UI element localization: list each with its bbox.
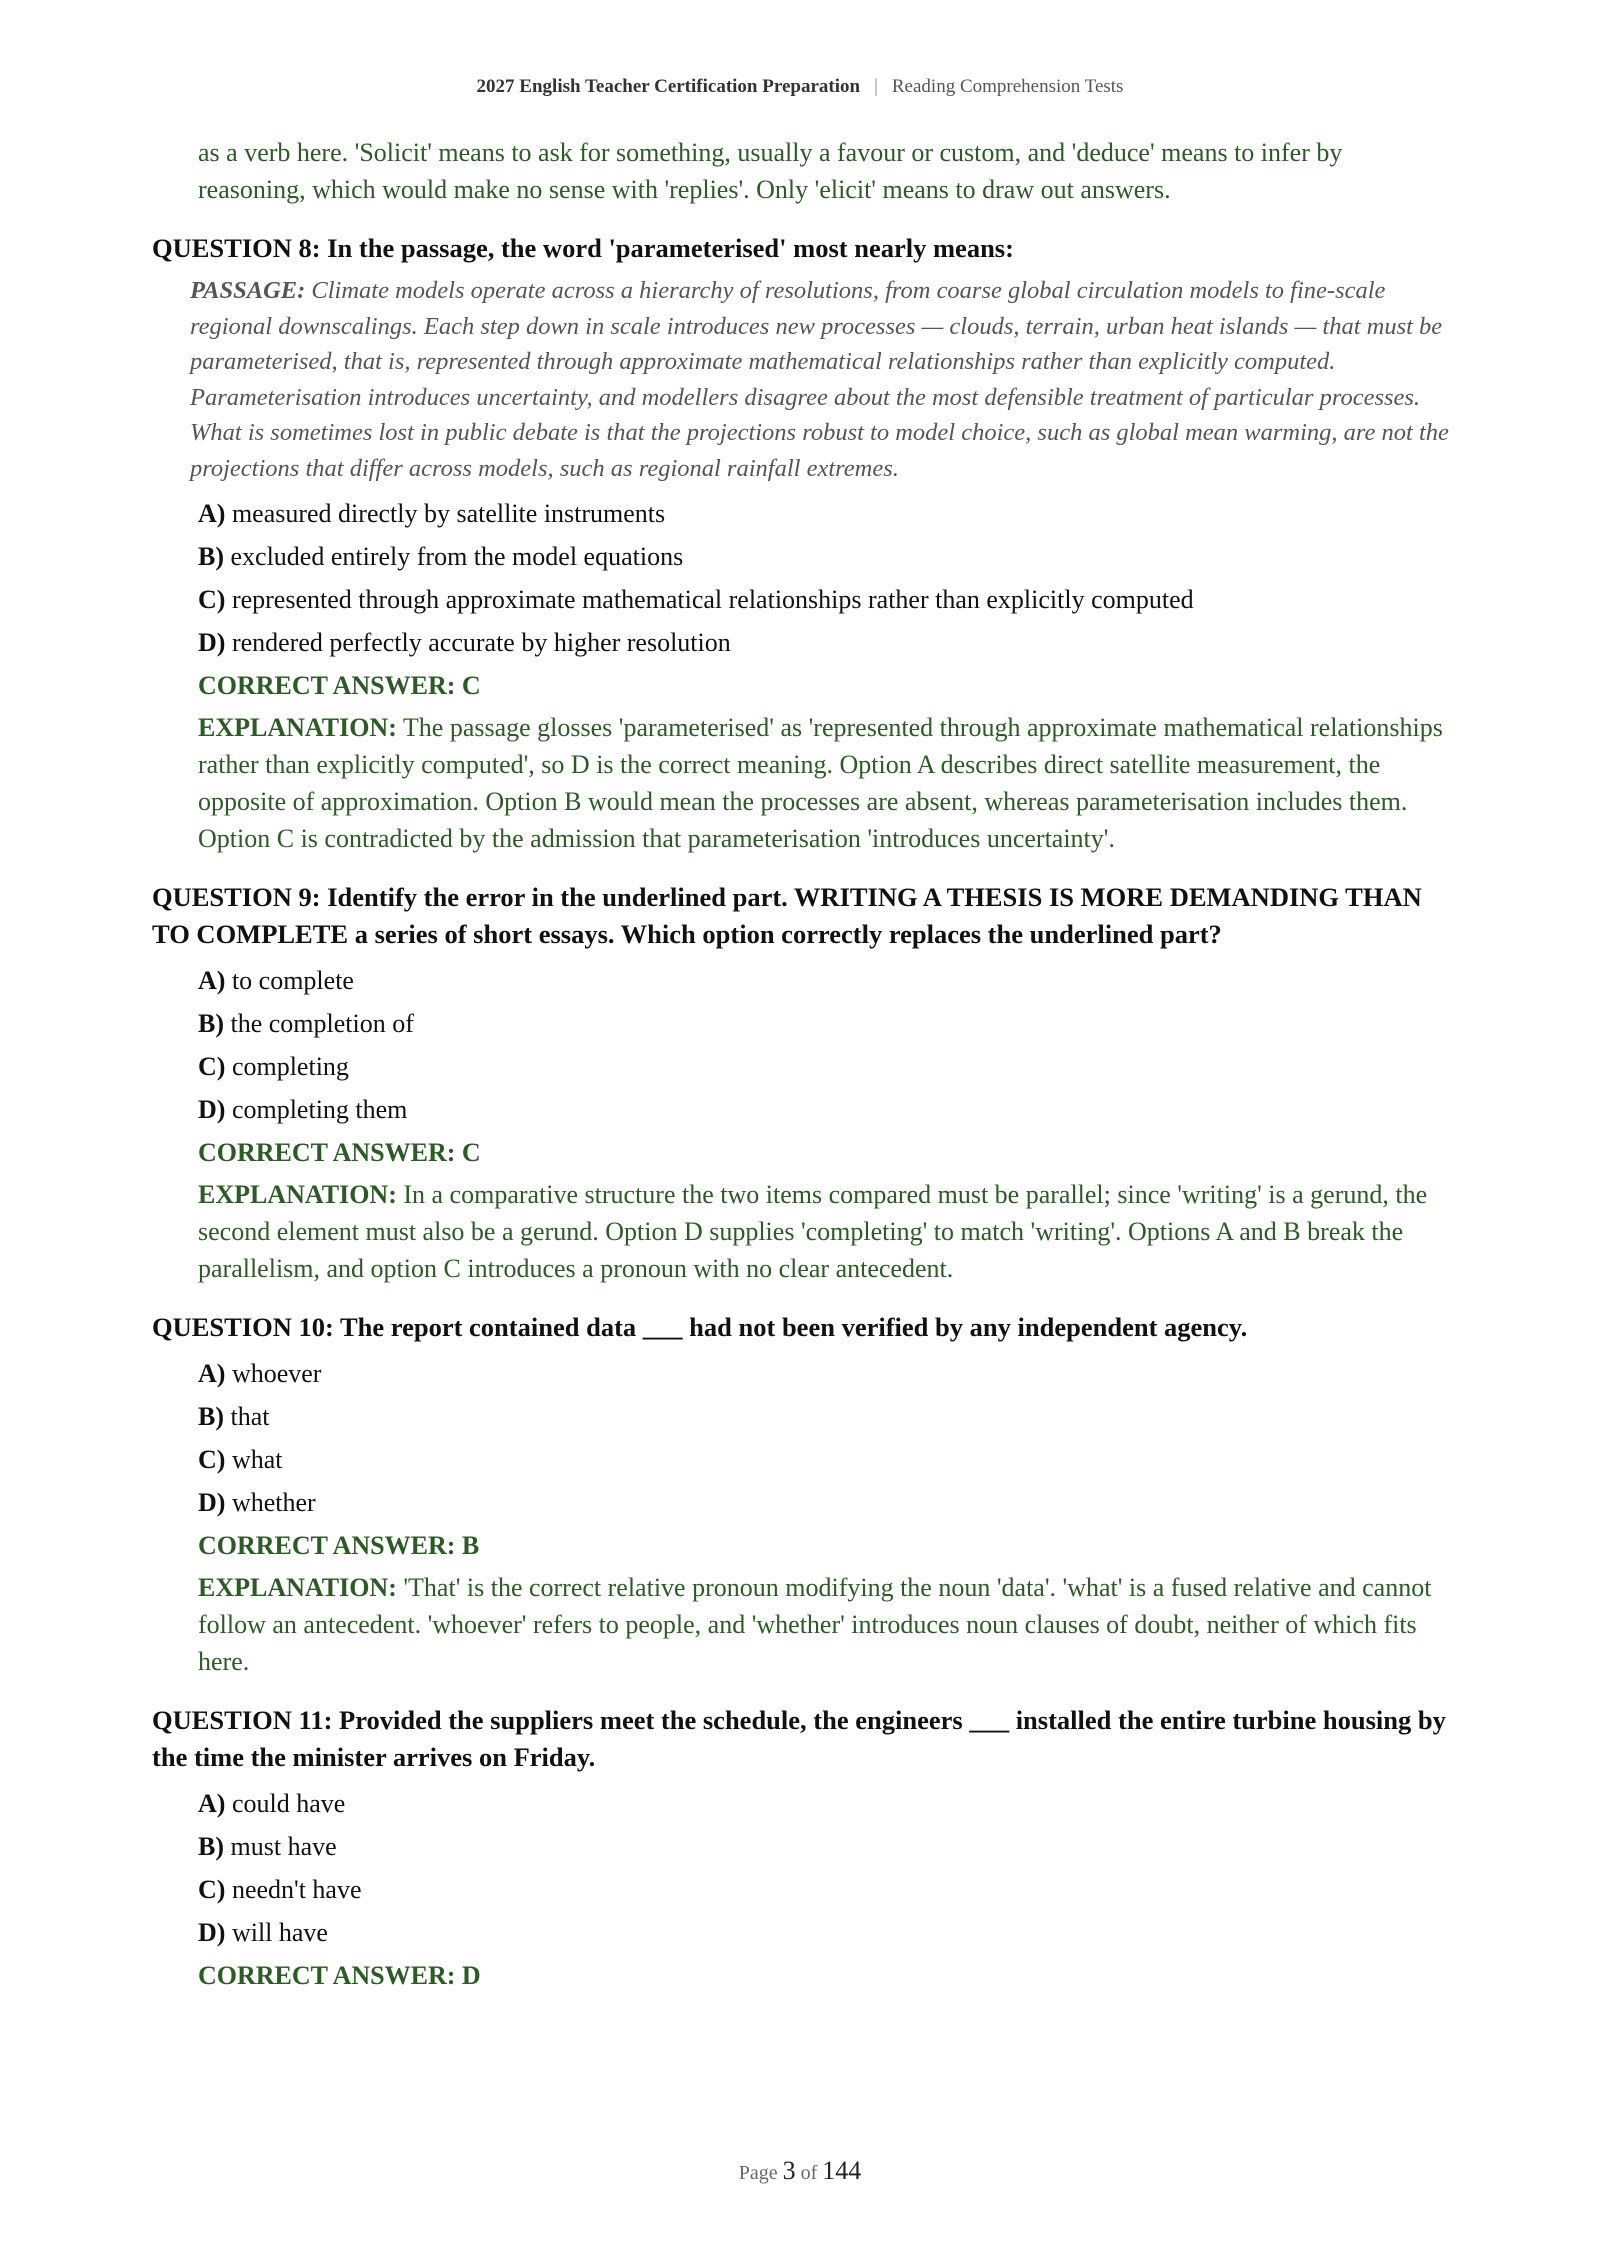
options-list [198,1352,1452,1524]
page-content [152,134,1452,1997]
option-letter: D) [198,1488,226,1517]
option-text: needn't have [231,1875,362,1904]
explanation-label: EXPLANATION: [198,713,397,742]
option-text: represented through approximate mathematical relationships rather than explicitly computed [231,585,1194,614]
question-text: QUESTION 11: Provided the suppliers meet the schedule, the engineers ___ installed the entire turbine housing by the time the minister arrives on Friday. [152,1705,1446,1772]
option-b [198,1002,1452,1045]
options-list [198,1782,1452,1954]
option-text: could have [231,1789,346,1818]
option-letter: B) [198,542,224,571]
option-letter: A) [198,966,226,995]
question-block-11 [152,1702,1452,1997]
option-a [198,1352,1452,1395]
option-text: rendered perfectly accurate by higher resolution [231,628,731,657]
explanation-text: The passage glosses 'parameterised' as 'represented through approximate mathematical relationships rather than explicitly computed', so D is the correct meaning. Option A describes direct satellite measurement, the opposite of approximation. Option B would mean the processes are absent, whereas parameterisation includes them. Option C is contradicted by the admission that parameterisation 'introduces uncertainty'. [198,713,1443,853]
options-list [198,492,1452,664]
option-text: to complete [231,966,354,995]
option-text: measured directly by satellite instruments [231,499,666,528]
explanation [198,1569,1452,1680]
option-a [198,959,1452,1002]
option-d [198,1088,1452,1131]
passage-text: Climate models operate across a hierarchy of resolutions, from coarse global circulation models to fine-scale regional downscalings. Each step down in scale introduces new processes — clouds, terrain, urban heat islands — that must be parameterised, that is, represented through approximate mathematical relationships rather than explicitly computed. Parameterisation introduces uncertainty, and modellers disagree about the most defensible treatment of particular processes. What is sometimes lost in public debate is that the projections robust to model choice, such as global mean warming, are not the projections that differ across models, such as regional rainfall extremes. [190,277,1449,482]
option-letter: D) [198,1095,226,1124]
correct-answer: CORRECT ANSWER: C [198,671,481,700]
option-text: that [230,1402,270,1431]
option-letter: C) [198,1445,226,1474]
explanation-label: EXPLANATION: [198,1180,397,1209]
option-letter: C) [198,585,226,614]
header-separator: | [874,76,878,97]
option-letter: A) [198,1789,226,1818]
explanation-text: 'That' is the correct relative pronoun modifying the noun 'data'. 'what' is a fused relative and cannot follow an antecedent. 'whoever' refers to people, and 'whether' introduces noun clauses of doubt, neither of which fits here. [198,1573,1432,1676]
option-c [198,1868,1452,1911]
option-b [198,1395,1452,1438]
option-text: whether [231,1488,316,1517]
option-letter: A) [198,499,226,528]
option-c [198,1045,1452,1088]
continued-explanation: as a verb here. 'Solicit' means to ask for something, usually a favour or custom, and 'deduce' means to infer by reasoning, which would make no sense with 'replies'. Only 'elicit' means to draw out answers. [198,138,1343,204]
explanation [198,1176,1452,1287]
option-letter: C) [198,1875,226,1904]
correct-answer: CORRECT ANSWER: D [198,1961,481,1990]
option-a [198,1782,1452,1825]
of-word: of [800,2162,818,2184]
correct-answer: CORRECT ANSWER: B [198,1531,480,1560]
option-b [198,1825,1452,1868]
question-block-10 [152,1309,1452,1680]
correct-answer: CORRECT ANSWER: C [198,1138,481,1167]
option-letter: A) [198,1359,226,1388]
option-text: completing them [231,1095,408,1124]
option-b [198,535,1452,578]
page-header [0,76,1600,98]
question-block-8 [152,230,1452,857]
option-c [198,578,1452,621]
option-text: completing [231,1052,349,1081]
option-c [198,1438,1452,1481]
option-text: will have [231,1918,328,1947]
passage-label: PASSAGE: [190,277,306,304]
header-subtitle: Reading Comprehension Tests [891,76,1124,97]
option-d [198,1481,1452,1524]
option-letter: C) [198,1052,226,1081]
header-title: 2027 English Teacher Certification Preparation [476,76,861,97]
question-text: QUESTION 8: In the passage, the word 'parameterised' most nearly means: [152,233,1014,263]
page-word: Page [738,2162,778,2184]
option-text: what [231,1445,283,1474]
question-text: QUESTION 10: The report contained data ___ had not been verified by any independent agency. [152,1312,1248,1342]
options-list [198,959,1452,1131]
option-letter: B) [198,1402,224,1431]
option-letter: B) [198,1009,224,1038]
option-letter: B) [198,1832,224,1861]
explanation [198,709,1452,857]
option-letter: D) [198,1918,226,1947]
option-text: whoever [231,1359,322,1388]
page-footer [0,2156,1600,2186]
total-pages: 144 [822,2156,862,2185]
explanation-label: EXPLANATION: [198,1573,397,1602]
page-number: 3 [782,2156,796,2185]
option-text: excluded entirely from the model equations [230,542,684,571]
option-text: must have [230,1832,337,1861]
option-text: the completion of [230,1009,414,1038]
option-letter: D) [198,628,226,657]
option-a [198,492,1452,535]
question-block-9 [152,879,1452,1287]
option-d [198,621,1452,664]
passage [190,273,1452,486]
option-d [198,1911,1452,1954]
explanation-text: In a comparative structure the two items compared must be parallel; since 'writing' is a gerund, the second element must also be a gerund. Option D supplies 'completing' to match 'writing'. Options A and B break the parallelism, and option C introduces a pronoun with no clear antecedent. [198,1180,1428,1283]
question-text: QUESTION 9: Identify the error in the underlined part. WRITING A THESIS IS MORE DEMANDING THAN TO COMPLETE a series of short essays. Which option correctly replaces the underlined part? [152,882,1422,949]
